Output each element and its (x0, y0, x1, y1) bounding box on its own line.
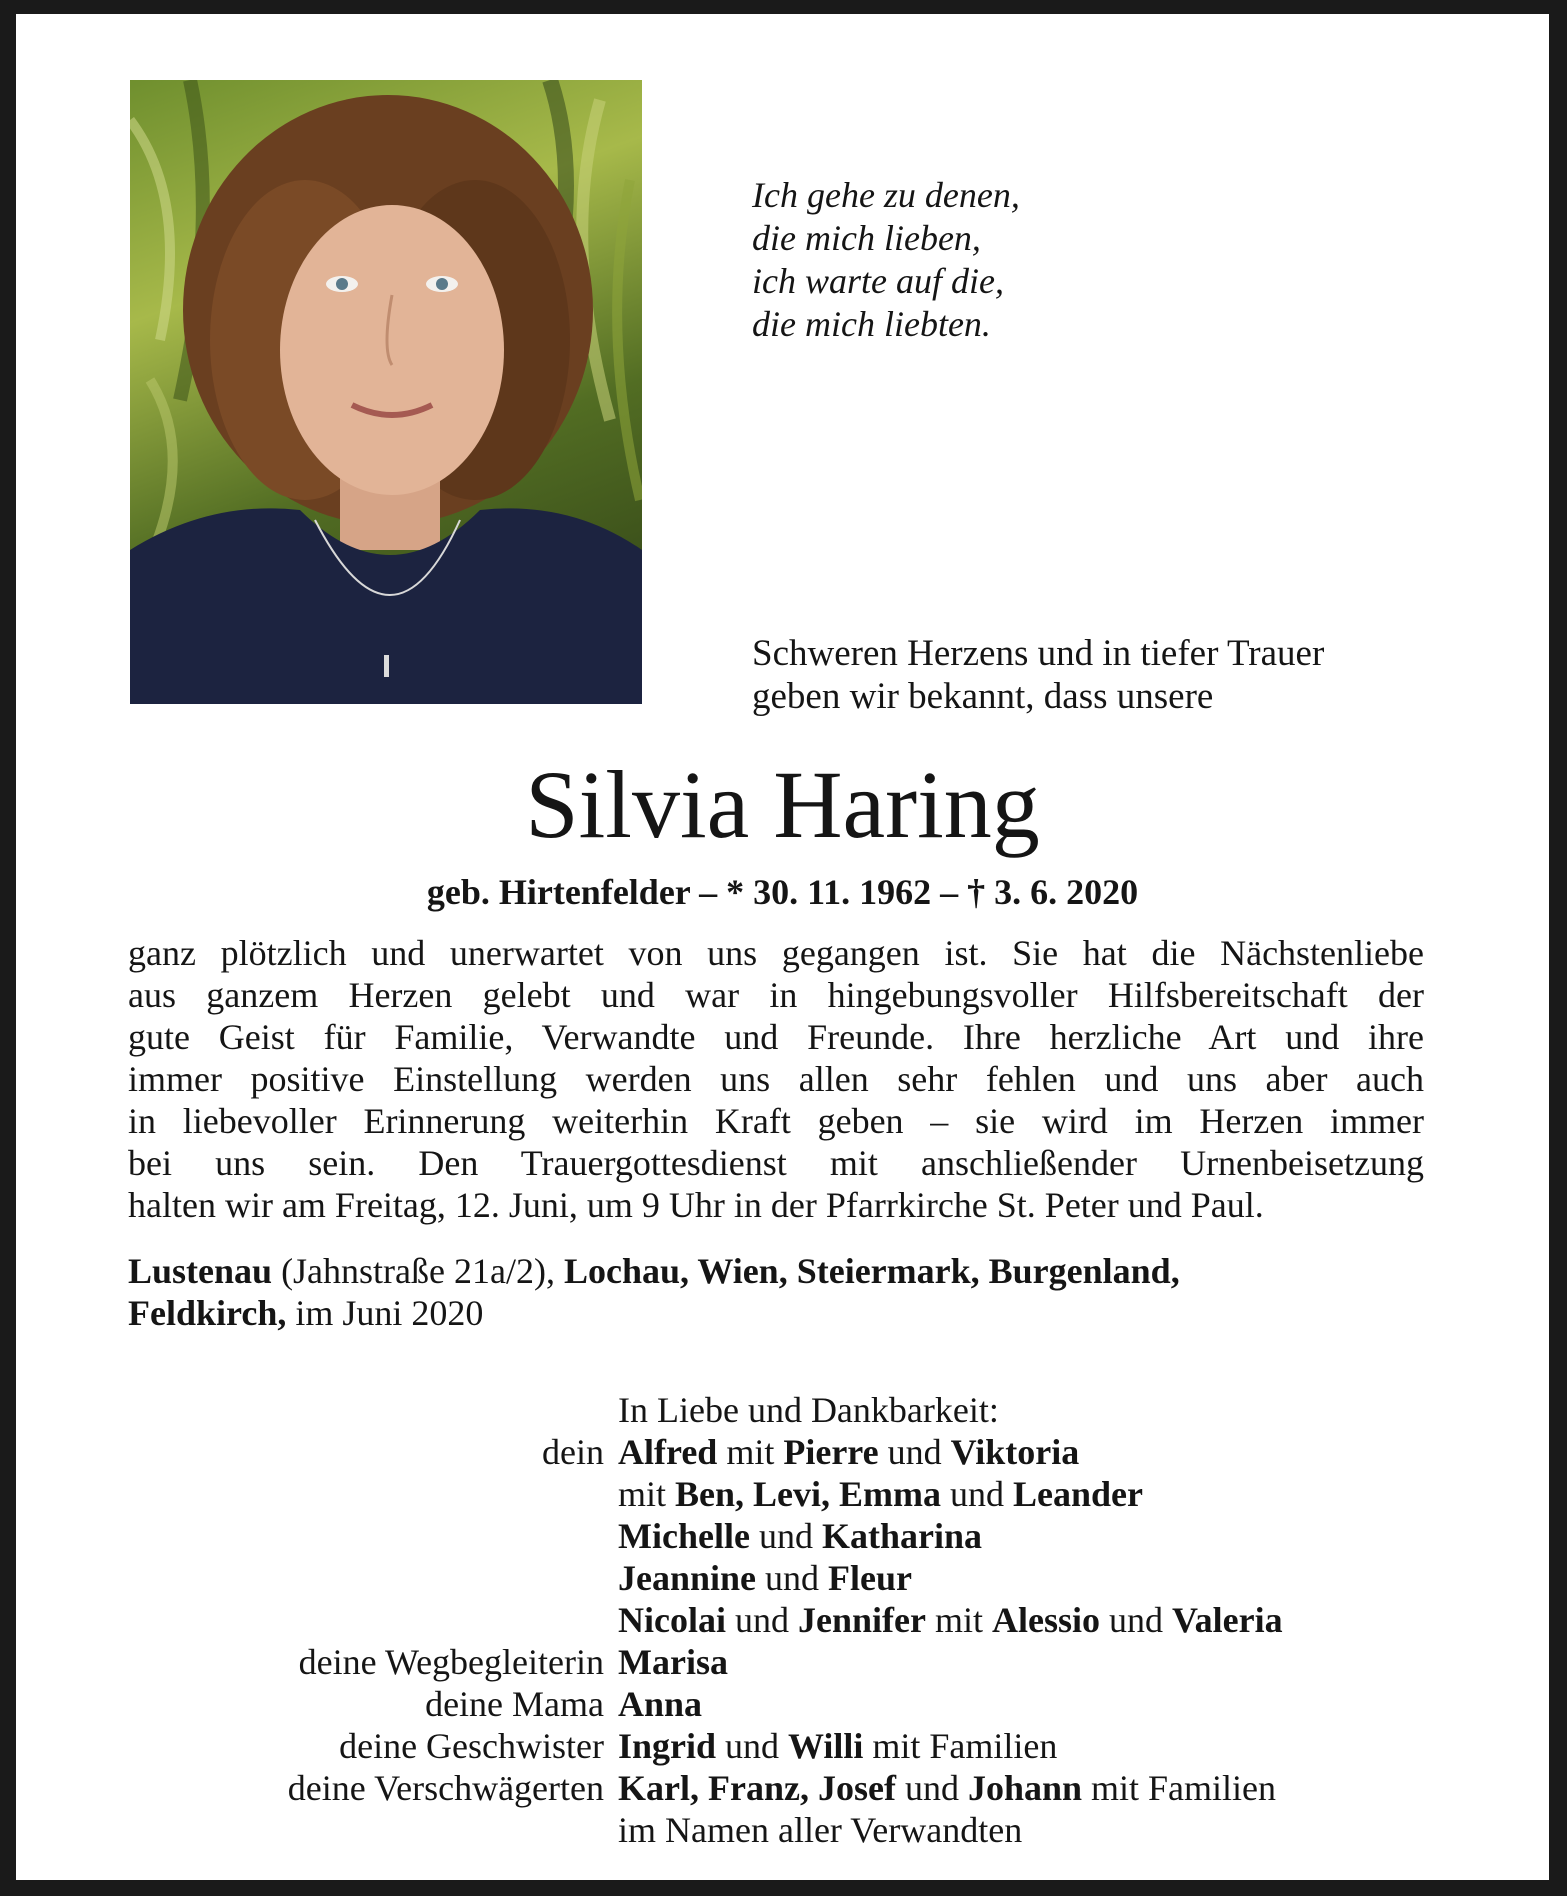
birth-death-dates: geb. Hirtenfelder – * 30. 11. 1962 – † 3. 6. 2020 (426, 872, 1139, 912)
family-member-name: Marisa (618, 1642, 728, 1682)
family-names (618, 1683, 702, 1725)
poem-line: die mich liebten. (752, 304, 991, 344)
poem-line: Ich gehe zu denen, (752, 175, 1020, 215)
family-member-name: Michelle (618, 1516, 750, 1556)
family-member-name: Karl, Franz, Josef (618, 1768, 896, 1808)
relation-label: deine Geschwister (339, 1726, 604, 1766)
family-member-name: Ingrid (618, 1726, 717, 1766)
connector-text: mit Familien (1082, 1768, 1277, 1808)
relation-label (128, 1599, 618, 1641)
portrait-photo (130, 80, 642, 704)
connector-text: und (756, 1558, 829, 1598)
family-row (128, 1431, 1458, 1473)
connector-text: und (1099, 1600, 1172, 1640)
family-member-name: Jeannine (618, 1558, 757, 1598)
family-member-name: Fleur (828, 1558, 913, 1598)
family-member-name: Nicolai (618, 1600, 726, 1640)
connector-text: und (878, 1432, 951, 1472)
family-member-name: Pierre (783, 1432, 879, 1472)
family-names (618, 1809, 1022, 1851)
body-text (128, 932, 1424, 1226)
connector-text: und (716, 1726, 789, 1766)
relation-label (128, 1809, 618, 1851)
family-member-name: Johann (967, 1768, 1083, 1808)
family-heading-row (128, 1389, 1458, 1431)
connector-text: und (941, 1474, 1014, 1514)
family-member-name: Katharina (821, 1516, 982, 1556)
place-and-date (128, 1250, 1180, 1334)
place-line (128, 1250, 1180, 1292)
connector-text: mit (618, 1474, 676, 1514)
family-member-name: Ben, Levi, Emma (675, 1474, 942, 1514)
family-row (128, 1809, 1458, 1851)
connector-text: und (895, 1768, 968, 1808)
family-member-name: Alessio (991, 1600, 1100, 1640)
body-line: aus ganzem Herzen gelebt und war in hingebungsvoller Hilfsbereitschaft der (128, 975, 1424, 1015)
family-member-name: Jennifer (797, 1600, 926, 1640)
body-line: in liebevoller Erinnerung weiterhin Kraft geben – sie wird im Herzen immer (128, 1101, 1424, 1141)
connector-text: und (725, 1600, 798, 1640)
family-names (618, 1767, 1276, 1809)
place-bold: Feldkirch, (128, 1293, 287, 1333)
poem-line: die mich lieben, (752, 218, 981, 258)
body-line: immer positive Einstellung werden uns allen sehr fehlen und uns aber auch (128, 1059, 1424, 1099)
family-names (618, 1725, 1057, 1767)
family-row (128, 1725, 1458, 1767)
place-address: (Jahnstraße 21a/2), (272, 1251, 564, 1291)
family-names (618, 1557, 912, 1599)
family-member-name: Leander (1013, 1474, 1144, 1514)
place-bold: Lustenau (128, 1251, 273, 1291)
portrait-illustration (130, 80, 642, 704)
relation-label (128, 1557, 618, 1599)
family-list (128, 1389, 1458, 1851)
family-row (128, 1683, 1458, 1725)
relation-label: deine Mama (425, 1684, 604, 1724)
place-bold: Lochau, Wien, Steiermark, Burgenland, (563, 1251, 1180, 1291)
intro-text (752, 632, 1324, 718)
family-heading: In Liebe und Dankbarkeit: (618, 1390, 999, 1430)
family-member-name: Willi (788, 1726, 864, 1766)
relation-label (128, 1473, 618, 1515)
connector-text: und (749, 1516, 822, 1556)
relation-label (128, 1389, 618, 1431)
family-row (128, 1641, 1458, 1683)
family-names (618, 1473, 1143, 1515)
family-member-name: Valeria (1171, 1600, 1283, 1640)
family-member-name: Alfred (618, 1432, 718, 1472)
deceased-name: Silvia Haring (525, 751, 1040, 858)
family-row (128, 1515, 1458, 1557)
family-member-name: Viktoria (950, 1432, 1080, 1472)
body-line: gute Geist für Familie, Verwandte und Freunde. Ihre herzliche Art und ihre (128, 1017, 1424, 1057)
family-names (618, 1599, 1283, 1641)
connector-text: mit Familien (863, 1726, 1058, 1766)
connector-text: im Namen aller Verwandten (618, 1810, 1023, 1850)
place-date: im Juni 2020 (286, 1293, 484, 1333)
body-line: halten wir am Freitag, 12. Juni, um 9 Uhr in der Pfarrkirche St. Peter und Paul. (128, 1185, 1264, 1225)
obituary-notice (16, 14, 1549, 1880)
relation-label: dein (542, 1432, 604, 1472)
body-line: bei uns sein. Den Trauergottesdienst mit anschließender Urnenbeisetzung (128, 1143, 1424, 1183)
family-row (128, 1557, 1458, 1599)
family-names (618, 1641, 728, 1683)
poem-line: ich warte auf die, (752, 261, 1004, 301)
intro-line: Schweren Herzens und in tiefer Trauer (752, 633, 1325, 674)
family-row (128, 1473, 1458, 1515)
family-row (128, 1599, 1458, 1641)
poem (752, 174, 1020, 346)
connector-text: mit (925, 1600, 992, 1640)
family-names (618, 1431, 1079, 1473)
place-line (128, 1292, 1180, 1334)
relation-label: deine Verschwägerten (287, 1768, 604, 1808)
connector-text: mit (717, 1432, 784, 1472)
family-member-name: Anna (618, 1684, 703, 1724)
family-names (618, 1515, 982, 1557)
relation-label: deine Wegbegleiterin (298, 1642, 604, 1682)
intro-line: geben wir bekannt, dass unsere (752, 676, 1214, 717)
family-row (128, 1767, 1458, 1809)
body-line: ganz plötzlich und unerwartet von uns gegangen ist. Sie hat die Nächstenliebe (128, 933, 1424, 973)
relation-label (128, 1515, 618, 1557)
